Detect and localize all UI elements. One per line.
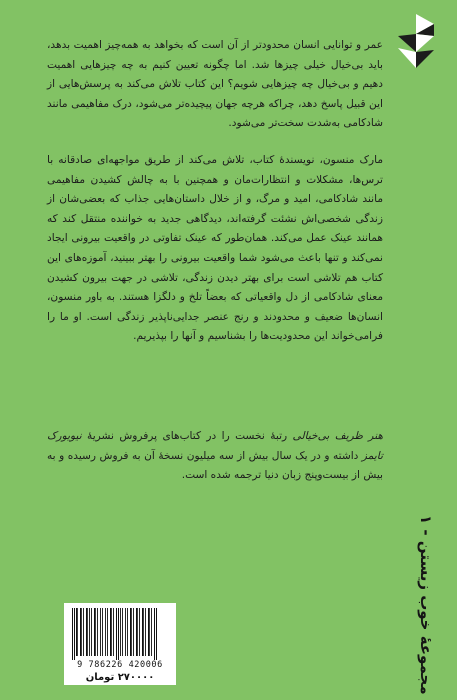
paragraph-3-end-text: داشته و در یک سال بیش از سه میلیون نسخهٔ آن به فروش رسیده و به بیش از بیست‌وپنج زبان دنیا ترجمه شده است. xyxy=(47,449,383,482)
barcode-panel xyxy=(64,603,176,685)
isbn-digits: 9 786226 420006 xyxy=(77,660,163,670)
series-title: مجموعهٔ خوب زیستن - ۱ xyxy=(417,515,435,695)
newspaper-name-italic: نیویورک تایمز xyxy=(47,430,383,462)
description-paragraph-2: مارک منسون، نویسندهٔ کتاب، تلاش می‌کند از طریق مواجهه‌ای صادقانه با ترس‌ها، مشکلات و انتظارات‌مان و همچنین با به چالش کشیدن مفاهیمی مانند شادکامی، امید و مرگ، و از خلال داستان‌هایی جذاب که بعضی‌شان از زندگی شخصی‌اش نشئت گرفته‌اند، دیدگاهی جدید به خواننده منتقل کند که همانند عینک عمل می‌کند. همان‌طور که عینک تفاوتی در واقعیت بیرونی ایجاد نمی‌کند و تنها باعث می‌شود شما واقعیت بیرونی را بهتر ببینید، آموزه‌های این کتاب هم تلاشی است برای بهتر دیدن زندگی، تلاشی در جهت بیرون کشیدن معنای شادکامی از دل واقعیاتی که بعضاً تلخ و دلگزا هستند. به باور منسون، انسان‌ها ضعیف و محدودند و رنج عنصر جدایی‌ناپذیر زندگی است. او ما را فرامی‌خواند این محدودیت‌ها را بشناسیم و آنها را بپذیریم. xyxy=(47,154,383,343)
description-paragraph-3 xyxy=(47,427,383,486)
price-label: ۲۷۰۰۰۰ تومان xyxy=(85,672,155,683)
barcode-icon xyxy=(70,608,170,660)
description-paragraph-1: عمر و توانایی انسان محدودتر از آن است که بخواهد به همه‌چیز اهمیت بدهد، باید بی‌خیال خیلی چیزها شد. اما چگونه تعیین کنیم به چه چیزهایی اهمیت دهیم و بی‌خیال چه چیزهایی شویم؟ این کتاب تلاش می‌کند به پرسش‌هایی از این قبیل پاسخ دهد، چراکه هرچه جهان پیچیده‌تر می‌شود، درک مفاهیمی مانند شادکامی به‌شدت سخت‌تر می‌شود. xyxy=(47,39,383,130)
book-title-italic: هنر ظریف بی‌خیالی xyxy=(292,430,383,442)
publisher-logo-icon xyxy=(396,12,436,70)
paragraph-3-mid-text: رتبهٔ نخست را در کتاب‌های پرفروش نشریهٔ xyxy=(81,430,293,442)
